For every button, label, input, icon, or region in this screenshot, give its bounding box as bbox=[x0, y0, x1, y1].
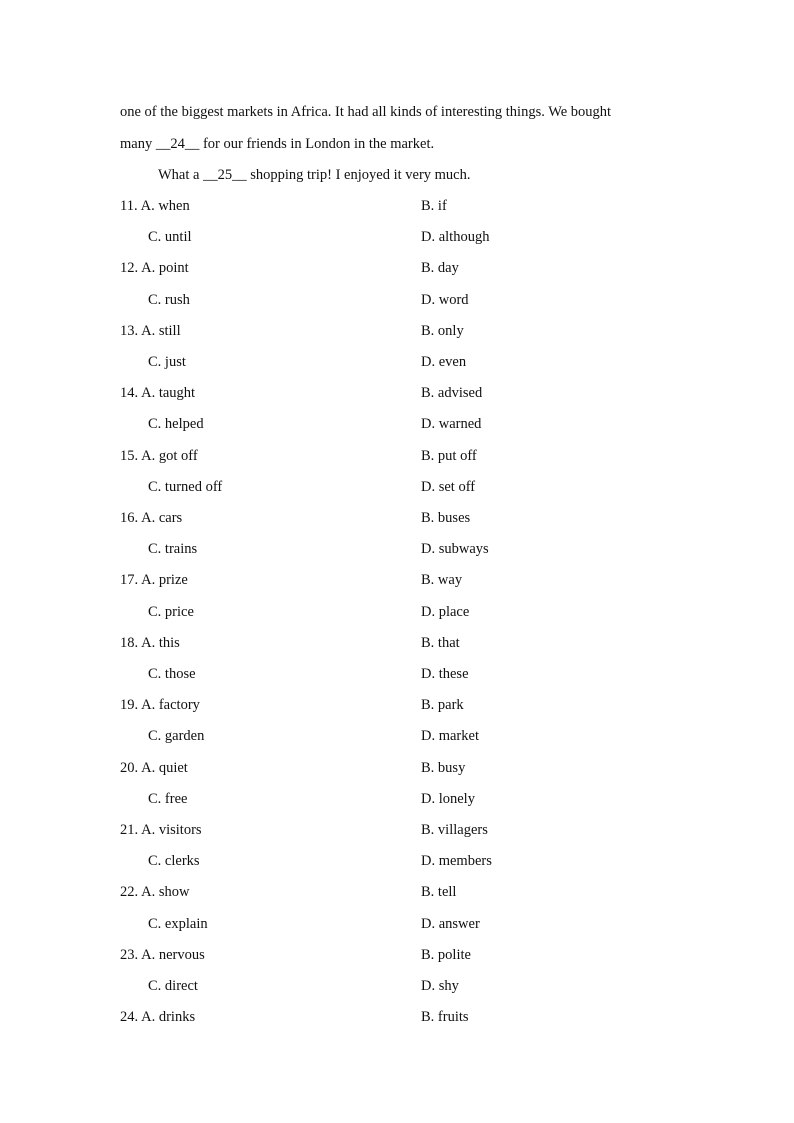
option-text: B. polite bbox=[421, 946, 471, 963]
option-text: A. drinks bbox=[141, 1009, 196, 1026]
option-a bbox=[120, 881, 189, 903]
option-c bbox=[148, 663, 196, 685]
option-text: A. still bbox=[141, 322, 181, 339]
option-text: C. those bbox=[148, 666, 196, 682]
option-text: B. villagers bbox=[421, 822, 488, 838]
option-b bbox=[421, 257, 459, 279]
option-a bbox=[120, 757, 188, 779]
option-a bbox=[120, 507, 182, 529]
option-c bbox=[148, 289, 190, 311]
option-c bbox=[148, 413, 204, 435]
option-a bbox=[120, 382, 195, 404]
option-text: D. although bbox=[421, 229, 490, 246]
option-text: A. taught bbox=[141, 385, 196, 402]
option-text: D. place bbox=[421, 603, 470, 620]
option-b bbox=[421, 1006, 469, 1028]
passage-text: What a bbox=[158, 167, 204, 183]
option-b bbox=[421, 195, 447, 217]
option-text: B. buses bbox=[421, 510, 471, 526]
option-b bbox=[421, 757, 465, 779]
option-text: D. market bbox=[421, 728, 479, 745]
option-d bbox=[421, 476, 475, 498]
option-text: D. answer bbox=[421, 915, 480, 932]
option-c bbox=[148, 975, 198, 997]
passage-line-3 bbox=[158, 164, 471, 186]
option-c bbox=[148, 788, 187, 810]
option-a bbox=[120, 445, 198, 467]
option-text: D. set off bbox=[421, 478, 476, 495]
option-text: D. lonely bbox=[421, 790, 475, 807]
option-c bbox=[148, 601, 194, 623]
option-text: C. clerks bbox=[148, 853, 200, 870]
option-text: A. when bbox=[140, 198, 190, 214]
blank-25: __25__ bbox=[203, 167, 247, 183]
option-a bbox=[120, 195, 190, 217]
option-b bbox=[421, 632, 460, 654]
option-text: C. turned off bbox=[148, 478, 223, 495]
option-c bbox=[148, 725, 204, 747]
option-text: B. park bbox=[421, 697, 464, 714]
option-text: B. busy bbox=[421, 759, 466, 776]
option-text: D. even bbox=[421, 354, 467, 370]
option-b bbox=[421, 944, 471, 966]
option-c bbox=[148, 913, 208, 935]
option-a bbox=[120, 694, 200, 716]
option-text: A. show bbox=[141, 884, 190, 901]
option-b bbox=[421, 694, 464, 716]
option-text: A. this bbox=[141, 634, 180, 651]
question-number: 15. bbox=[120, 447, 139, 464]
option-d bbox=[421, 975, 459, 997]
question-number: 12. bbox=[120, 260, 139, 277]
option-text: C. price bbox=[148, 603, 194, 620]
option-text: C. just bbox=[148, 354, 186, 370]
option-text: C. direct bbox=[148, 978, 198, 994]
option-c bbox=[148, 351, 186, 373]
option-text: D. these bbox=[421, 666, 469, 682]
option-text: B. that bbox=[421, 634, 460, 651]
option-text: A. quiet bbox=[141, 759, 188, 776]
option-text: A. cars bbox=[141, 510, 183, 526]
option-b bbox=[421, 881, 456, 903]
question-number: 13. bbox=[120, 322, 139, 339]
passage-text: for our friends in London in the market. bbox=[199, 136, 435, 152]
option-d bbox=[421, 788, 475, 810]
option-d bbox=[421, 413, 481, 435]
option-text: B. only bbox=[421, 322, 464, 339]
passage-line-2 bbox=[120, 133, 434, 155]
option-b bbox=[421, 382, 482, 404]
option-text: D. subways bbox=[421, 541, 489, 558]
option-c bbox=[148, 850, 200, 872]
option-text: B. tell bbox=[421, 884, 457, 901]
option-d bbox=[421, 351, 466, 373]
option-text: C. rush bbox=[148, 291, 190, 308]
question-number: 14. bbox=[120, 385, 139, 402]
blank-24: __24__ bbox=[155, 136, 200, 152]
option-text: C. explain bbox=[148, 915, 208, 932]
option-a bbox=[120, 320, 181, 342]
option-text: C. trains bbox=[148, 541, 198, 558]
option-text: D. warned bbox=[421, 416, 482, 433]
option-text: D. shy bbox=[421, 978, 459, 994]
option-b bbox=[421, 445, 477, 467]
option-d bbox=[421, 289, 469, 311]
option-text: A. point bbox=[141, 260, 189, 277]
option-d bbox=[421, 601, 469, 623]
option-text: B. way bbox=[421, 572, 463, 589]
passage-text: shopping trip! I enjoyed it very much. bbox=[246, 167, 471, 183]
option-a bbox=[120, 1006, 195, 1028]
passage-text: many bbox=[120, 136, 156, 152]
option-text: B. if bbox=[421, 198, 447, 214]
question-number: 23. bbox=[120, 946, 139, 963]
option-d bbox=[421, 725, 479, 747]
option-text: C. free bbox=[148, 790, 188, 807]
option-text: B. fruits bbox=[421, 1009, 469, 1026]
option-text: B. advised bbox=[421, 385, 483, 402]
option-text: D. members bbox=[421, 853, 492, 870]
option-a bbox=[120, 819, 202, 841]
option-a bbox=[120, 257, 189, 279]
option-a bbox=[120, 569, 188, 591]
option-text: B. put off bbox=[421, 447, 477, 464]
option-a bbox=[120, 944, 205, 966]
option-text: A. prize bbox=[141, 572, 188, 589]
option-b bbox=[421, 507, 470, 529]
option-text: A. factory bbox=[141, 697, 200, 714]
option-text: A. nervous bbox=[141, 946, 205, 963]
question-number: 19. bbox=[120, 697, 139, 714]
option-a bbox=[120, 632, 180, 654]
question-number: 17. bbox=[120, 572, 139, 589]
option-text: A. got off bbox=[141, 447, 198, 464]
option-c bbox=[148, 476, 222, 498]
option-text: C. garden bbox=[148, 728, 205, 745]
question-number: 18. bbox=[120, 634, 139, 651]
option-b bbox=[421, 320, 464, 342]
question-number: 20. bbox=[120, 759, 139, 776]
option-d bbox=[421, 850, 492, 872]
option-c bbox=[148, 226, 192, 248]
option-c bbox=[148, 538, 197, 560]
option-text: D. word bbox=[421, 291, 469, 308]
question-number: 22. bbox=[120, 884, 139, 901]
option-text: B. day bbox=[421, 260, 459, 277]
option-b bbox=[421, 569, 462, 591]
passage-line-1 bbox=[120, 101, 611, 123]
option-d bbox=[421, 663, 469, 685]
passage-text: one of the biggest markets in Africa. It had all kinds of interesting things. We bought bbox=[120, 104, 612, 120]
question-number: 16. bbox=[120, 510, 139, 526]
option-b bbox=[421, 819, 488, 841]
question-number: 24. bbox=[120, 1009, 139, 1026]
option-text: C. until bbox=[148, 229, 192, 246]
option-text: C. helped bbox=[148, 416, 204, 433]
option-d bbox=[421, 226, 489, 248]
option-d bbox=[421, 913, 480, 935]
question-number: 11. bbox=[120, 198, 138, 214]
option-d bbox=[421, 538, 489, 560]
option-text: A. visitors bbox=[141, 822, 202, 838]
question-number: 21. bbox=[120, 822, 139, 838]
